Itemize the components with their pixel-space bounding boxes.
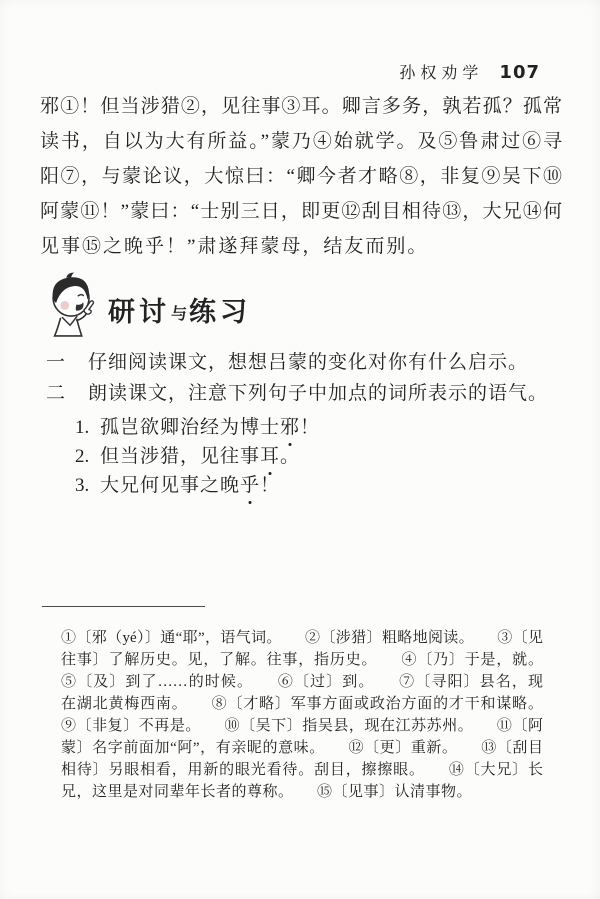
footnote-line: 在湖北黄梅西南。 ⑧〔才略〕军事方面或政治方面的才干和谋略。	[61, 696, 543, 712]
footnote-line: ⑨〔非复〕不再是。 ⑩〔吴下〕指吴县，现在江苏苏州。 ⑪〔阿	[61, 718, 543, 734]
footnote-line: ①〔邪（yé）〕通“耶”，语气词。 ②〔涉猎〕粗略地阅读。 ③〔见	[61, 630, 543, 646]
footnote-block	[61, 627, 543, 803]
page-number: 107	[499, 62, 540, 83]
sentence-item-2	[75, 442, 562, 471]
footnote-line: 蒙〕名字前面加“阿”，有亲昵的意味。 ⑫〔更〕重新。 ⑬〔刮目	[61, 740, 543, 756]
sentence-text	[100, 413, 320, 442]
text-line: 阿蒙⑪！”蒙曰：“士别三日，即更⑫刮目相待⑬，大兄⑭何	[40, 201, 562, 222]
sentence-pre: 大兄何见事之晚	[100, 475, 241, 496]
exercise-block	[46, 347, 562, 500]
text-line: 阳⑦，与蒙论议，大惊曰：“卿今者才略⑧，非复⑨吴下⑩	[40, 166, 562, 187]
sentence-pre: 但当涉猎，见往事	[100, 446, 261, 467]
sentence-item-3	[75, 471, 562, 500]
text-line: 邪①！但当涉猎②，见往事③耳。卿言多务，孰若孤？孤常	[40, 96, 562, 117]
lesson-title: 孙权劝学	[399, 65, 484, 82]
footnote-divider	[42, 606, 205, 607]
emphasized-char: 耳	[260, 442, 280, 471]
footnote-line: ⑤〔及〕到了……的时候。 ⑥〔过〕到。 ⑦〔寻阳〕县名，现	[61, 674, 543, 690]
exercise-one-text: 仔细阅读课文，想想吕蒙的变化对你有什么启示。	[88, 352, 529, 373]
emphasized-char: 乎	[240, 471, 260, 500]
text-line: 读书，自以为大有所益。”蒙乃④始就学。及⑤鲁肃过⑥寻	[40, 131, 562, 152]
sentence-post: ！	[260, 475, 281, 496]
exercise-two-marker: 二	[46, 383, 66, 404]
child-pointing-icon	[42, 268, 104, 338]
exercise-one	[46, 347, 562, 378]
footnote-line: 兄，这里是对同辈年长者的尊称。 ⑮〔见事〕认清事物。	[61, 784, 473, 800]
sentence-text	[100, 471, 280, 500]
sentence-pre: 孤岂欲卿治经为博士	[100, 417, 281, 438]
section-title-conjunction: 与	[171, 306, 189, 323]
lesson-body-text	[40, 89, 562, 264]
sentence-list	[75, 413, 562, 500]
running-header	[399, 60, 540, 83]
sentence-number: 2.	[75, 446, 90, 467]
emphasized-char: 邪	[280, 413, 300, 442]
sentence-number: 1.	[75, 417, 90, 438]
text-line: 见事⑮之晚乎！”肃遂拜蒙母，结友而别。	[40, 236, 429, 257]
section-title-discussion-practice	[108, 290, 251, 329]
sentence-post: 。	[280, 446, 301, 467]
sentence-item-1	[75, 413, 562, 442]
exercise-one-marker: 一	[46, 352, 66, 373]
section-title-lead: 研讨	[108, 297, 170, 327]
sentence-post: ！	[300, 417, 321, 438]
sentence-number: 3.	[75, 475, 90, 496]
footnote-line: 相待〕另眼相看，用新的眼光看待。刮目，擦擦眼。 ⑭〔大兄〕长	[61, 762, 543, 778]
exercise-two-text: 朗读课文，注意下列句子中加点的词所表示的语气。	[88, 383, 549, 404]
exercise-two	[46, 378, 562, 409]
sentence-text	[100, 442, 300, 471]
section-title-tail: 练习	[189, 297, 252, 327]
footnote-line: 往事〕了解历史。见，了解。往事，指历史。 ④〔乃〕于是，就。	[61, 652, 543, 668]
